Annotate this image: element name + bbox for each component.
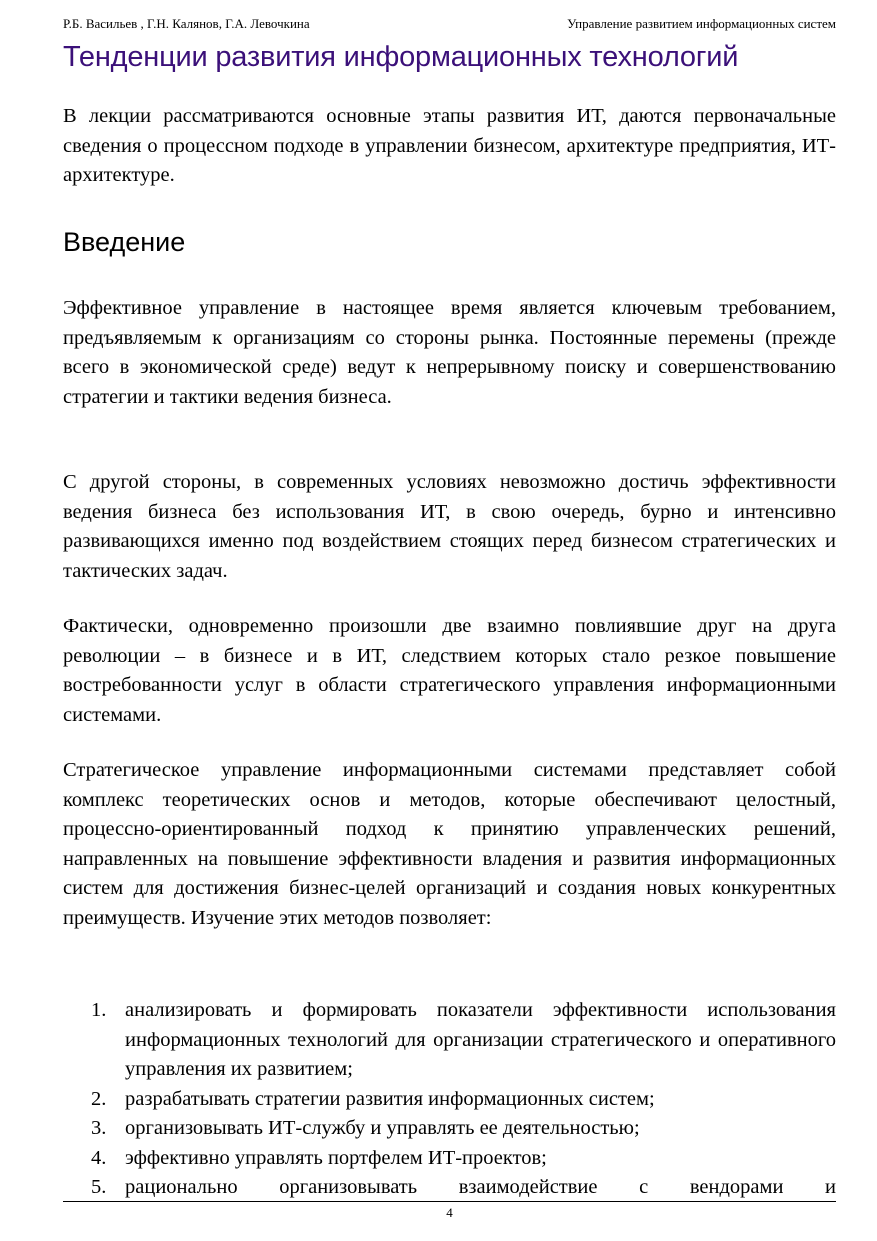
numbered-list — [63, 996, 836, 1203]
body-paragraph-3: Фактически, одновременно произошли две взаимно повлиявшие друг на друга революции – в бизнесе и в ИТ, следствием которых стало резкое повышение востребованности услуг в области стратегического управления информационными системами. — [63, 615, 836, 726]
body-paragraph-4: Стратегическое управление информационными системами представляет собой комплекс теоретических основ и методов, которые обеспечивают целостный, процессно-ориентированный подход к принятию управленческих решений, направленных на повышение эффективности владения и развития информационных систем для достижения бизнес-целей организаций и создания новых конкурентных преимуществ. Изучение этих методов позволяет: — [63, 759, 836, 929]
body-paragraph-2: С другой стороны, в современных условиях невозможно достичь эффективности ведения бизнеса без использования ИТ, в свою очередь, бурно и интенсивно развивающихся именно под воздействием стоящих перед бизнесом стратегических и тактических задач. — [63, 471, 836, 582]
section-heading: Введение — [63, 227, 186, 257]
list-item — [63, 1085, 836, 1115]
body-paragraph-1: Эффективное управление в настоящее время является ключевым требованием, предъявляемым к организациям со стороны рынка. Постоянные перемены (прежде всего в экономической среде) ведут к непрерывному поиску и совершенствованию стратегии и тактики ведения бизнеса. — [63, 297, 836, 408]
lecture-title: Тенденции развития информационных технологий — [63, 41, 739, 73]
list-item-number: 3. — [91, 1117, 107, 1139]
list-item — [63, 1114, 836, 1144]
list-item-text: рационально организовывать взаимодействие с вендорами и — [125, 1176, 836, 1198]
list-item-number: 4. — [91, 1146, 107, 1169]
list-item — [63, 996, 836, 1085]
list-item — [63, 1173, 836, 1203]
header-authors: Р.Б. Васильев , Г.Н. Калянов, Г.А. Левочкина — [63, 16, 310, 31]
list-item-text: эффективно управлять портфелем ИТ-проектов; — [125, 1146, 547, 1169]
list-item-text: организовывать ИТ-службу и управлять ее деятельностью; — [125, 1117, 640, 1139]
header-course-title: Управление развитием информационных систем — [567, 16, 836, 31]
list-item-text: анализировать и формировать показатели эффективности использования информационных технологий для организации стратегического и оперативного управления их развитием; — [125, 999, 836, 1080]
list-item-text: разрабатывать стратегии развития информационных систем; — [125, 1087, 655, 1110]
list-item-number: 1. — [91, 999, 107, 1021]
footer-divider — [63, 1201, 836, 1202]
list-item-number: 5. — [91, 1176, 107, 1198]
abstract-paragraph: В лекции рассматриваются основные этапы развития ИТ, даются первоначальные сведения о процессном подходе в управлении бизнесом, архитектуре предприятия, ИТ-архитектуре. — [63, 105, 836, 186]
list-item-number: 2. — [91, 1087, 107, 1110]
running-header — [63, 16, 836, 32]
list-item — [63, 1144, 836, 1174]
page-number: 4 — [446, 1205, 453, 1220]
